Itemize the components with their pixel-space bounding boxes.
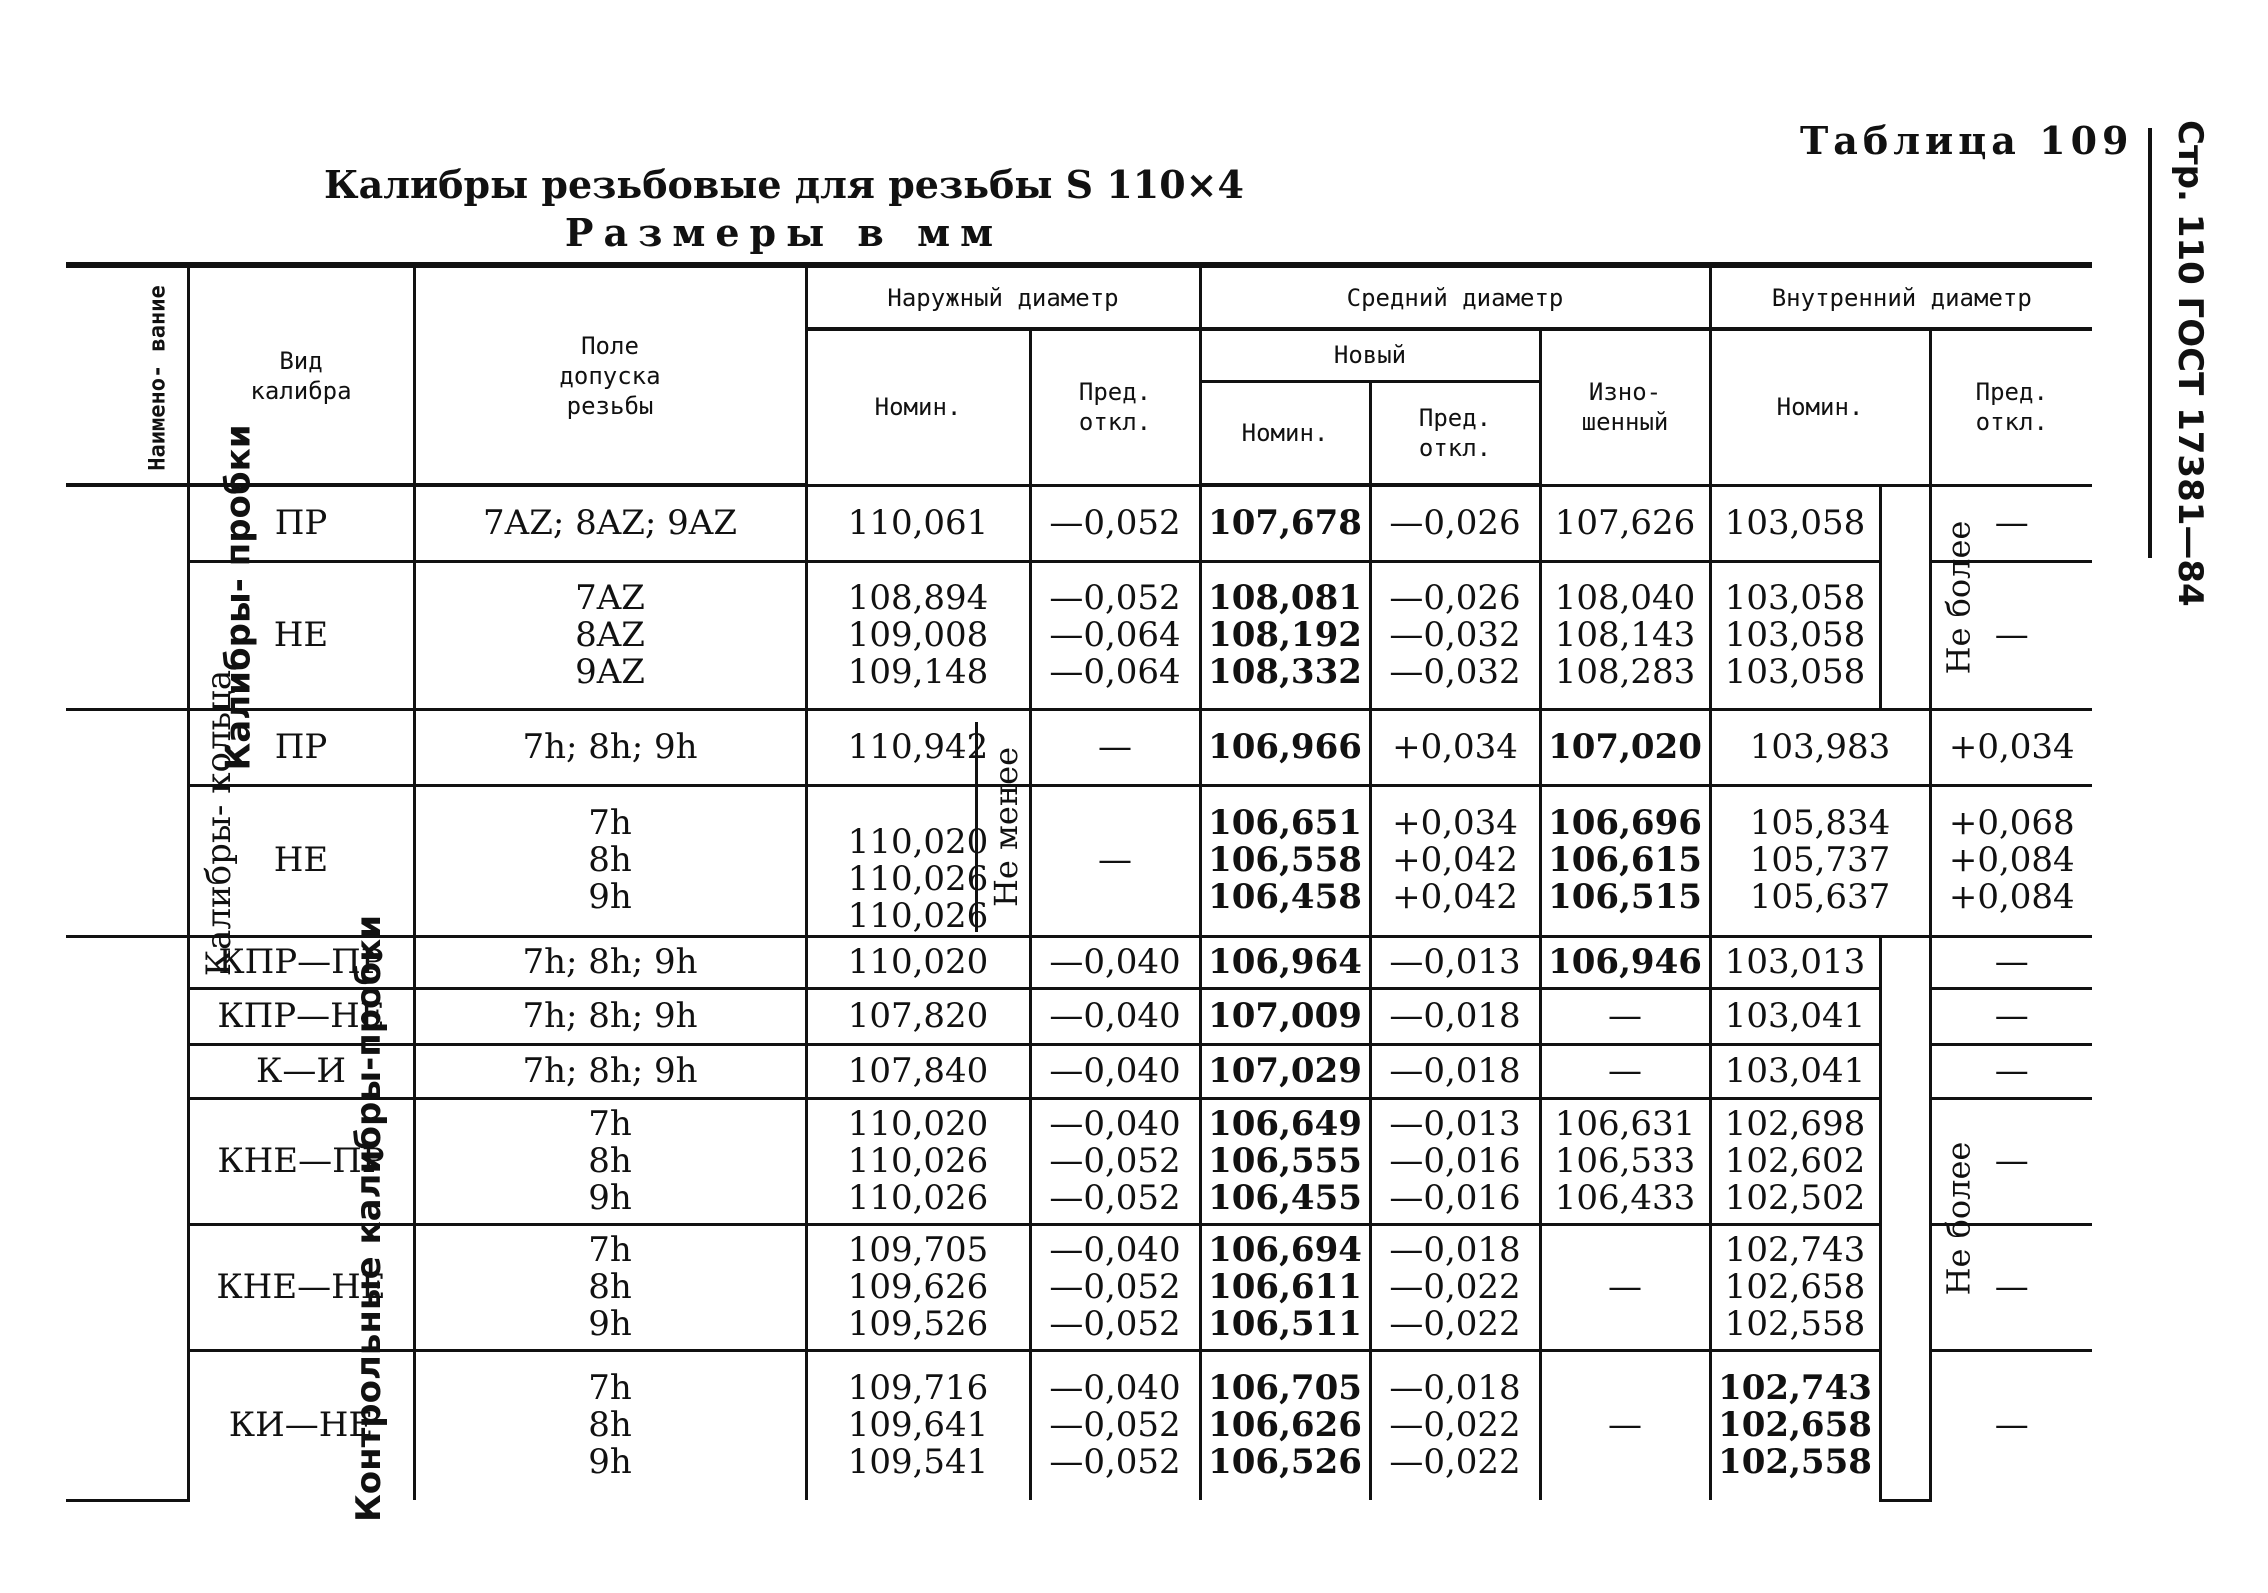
cell-mid-dev: —0,013 [1370, 936, 1540, 988]
cell-worn: — [1540, 1044, 1710, 1098]
cell-worn: — [1540, 988, 1710, 1044]
cell-kind: ПР [188, 485, 414, 561]
cell-kind: КНЕ—НЕ [188, 1224, 414, 1350]
table-number: Таблица 109 [1800, 118, 2134, 163]
cell-tolerance: 7h; 8h; 9h [414, 709, 806, 785]
cell-tolerance: 7h 8h 9h [414, 1098, 806, 1224]
cell-mid-dev: —0,018 —0,022 —0,022 [1370, 1224, 1540, 1350]
cell-kind: К—И [188, 1044, 414, 1098]
side-rule [2148, 128, 2152, 558]
header-outer-diameter: Наружный диаметр [806, 265, 1200, 329]
cell-outer-nom: 107,820 [806, 988, 1030, 1044]
note-not-more-1: Не более [1880, 485, 1930, 709]
cell-inner-dev: — [1930, 936, 2092, 988]
header-kind: Вид калибра [188, 265, 414, 485]
page-subtitle: Размеры в мм [564, 210, 1004, 255]
cell-outer-dev: — [1030, 785, 1200, 936]
header-new: Новый [1200, 329, 1540, 381]
header-inner-diameter: Внутренний диаметр [1710, 265, 2092, 329]
cell-outer-nom: 107,840 [806, 1044, 1030, 1098]
cell-inner-dev: — [1930, 561, 2092, 709]
header-name: Наимено- вание [66, 265, 188, 485]
cell-worn: — [1540, 1224, 1710, 1350]
cell-outer-dev: —0,040 —0,052 —0,052 [1030, 1224, 1200, 1350]
cell-tolerance: 7h 8h 9h [414, 785, 806, 936]
cell-mid-nom: 106,651 106,558 106,458 [1200, 785, 1370, 936]
cell-inner-nom: 103,013 [1710, 936, 1880, 988]
cell-outer-nom: 109,705 109,626 109,526 [806, 1224, 1030, 1350]
cell-inner-nom: 102,743 102,658 102,558 [1710, 1350, 1880, 1500]
cell-mid-nom: 107,029 [1200, 1044, 1370, 1098]
cell-outer-dev: —0,052 [1030, 485, 1200, 561]
cell-outer-nom: 110,061 [806, 485, 1030, 561]
cell-inner-dev: +0,034 [1930, 709, 2092, 785]
cell-inner-nom: 103,058 [1710, 485, 1880, 561]
header-inner-nom: Номин. [1710, 329, 1930, 485]
header-mid-dev: Пред. откл. [1370, 381, 1540, 485]
gauge-table [66, 262, 2092, 1522]
header-inner-dev: Пред. откл. [1930, 329, 2092, 485]
side-header [2160, 120, 2220, 607]
cell-inner-nom: 103,041 [1710, 988, 1880, 1044]
cell-outer-dev: — [1030, 709, 1200, 785]
cell-tolerance: 7h 8h 9h [414, 1350, 806, 1500]
cell-mid-nom: 106,964 [1200, 936, 1370, 988]
cell-mid-dev: —0,018 [1370, 1044, 1540, 1098]
cell-inner-dev: — [1930, 1098, 2092, 1224]
cell-inner-nom: 103,058 103,058 103,058 [1710, 561, 1880, 709]
cell-outer-dev: —0,040 [1030, 988, 1200, 1044]
cell-mid-dev: +0,034 [1370, 709, 1540, 785]
cell-tolerance: 7AZ 8AZ 9AZ [414, 561, 806, 709]
cell-mid-dev: —0,018 —0,022 —0,022 [1370, 1350, 1540, 1500]
cell-mid-nom: 106,705 106,626 106,526 [1200, 1350, 1370, 1500]
header-tolerance: Поле допуска резьбы [414, 265, 806, 485]
cell-outer-dev: —0,040 [1030, 936, 1200, 988]
note-not-more-2: Не более [1880, 936, 1930, 1500]
cell-worn: 106,946 [1540, 936, 1710, 988]
cell-kind: КНЕ—ПР [188, 1098, 414, 1224]
cell-worn: 107,626 [1540, 485, 1710, 561]
outer-nom-values: 110,020 110,026 110,026 [847, 821, 989, 936]
cell-outer-dev: —0,040 [1030, 1044, 1200, 1098]
cell-mid-nom: 107,009 [1200, 988, 1370, 1044]
cell-worn: 108,040 108,143 108,283 [1540, 561, 1710, 709]
cell-tolerance: 7h; 8h; 9h [414, 988, 806, 1044]
cell-worn: 106,696 106,615 106,515 [1540, 785, 1710, 936]
cell-kind: ПР [188, 709, 414, 785]
cell-inner-dev: — [1930, 1224, 2092, 1350]
cell-mid-nom: 108,081 108,192 108,332 [1200, 561, 1370, 709]
cell-outer-nom: 110,020 110,026 110,026 [806, 1098, 1030, 1224]
cell-outer-dev: —0,052 —0,064 —0,064 [1030, 561, 1200, 709]
cell-outer-nom: 108,894 109,008 109,148 [806, 561, 1030, 709]
cell-mid-nom: 107,678 [1200, 485, 1370, 561]
cell-mid-nom: 106,649 106,555 106,455 [1200, 1098, 1370, 1224]
cell-mid-dev: +0,034 +0,042 +0,042 [1370, 785, 1540, 936]
cell-inner-dev: — [1930, 988, 2092, 1044]
cell-inner-nom: 103,983 [1710, 709, 1930, 785]
cell-tolerance: 7h; 8h; 9h [414, 1044, 806, 1098]
cell-inner-nom: 102,698 102,602 102,502 [1710, 1098, 1880, 1224]
cell-kind: НЕ [188, 561, 414, 709]
cell-kind: НЕ [188, 785, 414, 936]
cell-inner-dev: +0,068 +0,084 +0,084 [1930, 785, 2092, 936]
cell-worn: 107,020 [1540, 709, 1710, 785]
cell-inner-nom: 105,834 105,737 105,637 [1710, 785, 1930, 936]
cell-inner-dev: — [1930, 1044, 2092, 1098]
cell-tolerance: 7AZ; 8AZ; 9AZ [414, 485, 806, 561]
cell-worn: — [1540, 1350, 1710, 1500]
cell-tolerance: 7h; 8h; 9h [414, 936, 806, 988]
cell-kind: КПР—ПР [188, 936, 414, 988]
cell-outer-dev: —0,040 —0,052 —0,052 [1030, 1350, 1200, 1500]
cell-outer-nom: 110,020 [806, 936, 1030, 988]
cell-kind: КИ—НЕ [188, 1350, 414, 1500]
group-control-plugs: Контрольные калибры-пробки [66, 936, 188, 1500]
header-worn: Изно- шенный [1540, 329, 1710, 485]
note-not-less-text: Не менее [987, 746, 1026, 908]
cell-mid-dev: —0,018 [1370, 988, 1540, 1044]
cell-outer-nom: 109,716 109,641 109,541 [806, 1350, 1030, 1500]
cell-outer-nom: 110,942 [806, 709, 1030, 785]
note-not-less [975, 722, 1034, 932]
cell-inner-dev: — [1930, 1350, 2092, 1500]
cell-mid-nom: 106,694 106,611 106,511 [1200, 1224, 1370, 1350]
cell-mid-nom: 106,966 [1200, 709, 1370, 785]
cell-inner-dev: — [1930, 485, 2092, 561]
cell-outer-dev: —0,040 —0,052 —0,052 [1030, 1098, 1200, 1224]
group-rings: Калибры- кольца [66, 709, 188, 936]
cell-mid-dev: —0,013 —0,016 —0,016 [1370, 1098, 1540, 1224]
header-middle-diameter: Средний диаметр [1200, 265, 1710, 329]
cell-inner-nom: 103,041 [1710, 1044, 1880, 1098]
header-outer-dev: Пред. откл. [1030, 329, 1200, 485]
cell-kind: КПР—НЕ [188, 988, 414, 1044]
cell-tolerance: 7h 8h 9h [414, 1224, 806, 1350]
cell-mid-dev: —0,026 [1370, 485, 1540, 561]
header-mid-nom: Номин. [1200, 381, 1370, 485]
side-header-text: Стр. 110 ГОСТ 17381—84 [2170, 120, 2210, 607]
page-title: Калибры резьбовые для резьбы S 110×4 [324, 162, 1244, 207]
header-outer-nom: Номин. [806, 329, 1030, 485]
cell-inner-nom: 102,743 102,658 102,558 [1710, 1224, 1880, 1350]
cell-worn: 106,631 106,533 106,433 [1540, 1098, 1710, 1224]
cell-mid-dev: —0,026 —0,032 —0,032 [1370, 561, 1540, 709]
group-plugs: Калибры- пробки [66, 485, 188, 709]
